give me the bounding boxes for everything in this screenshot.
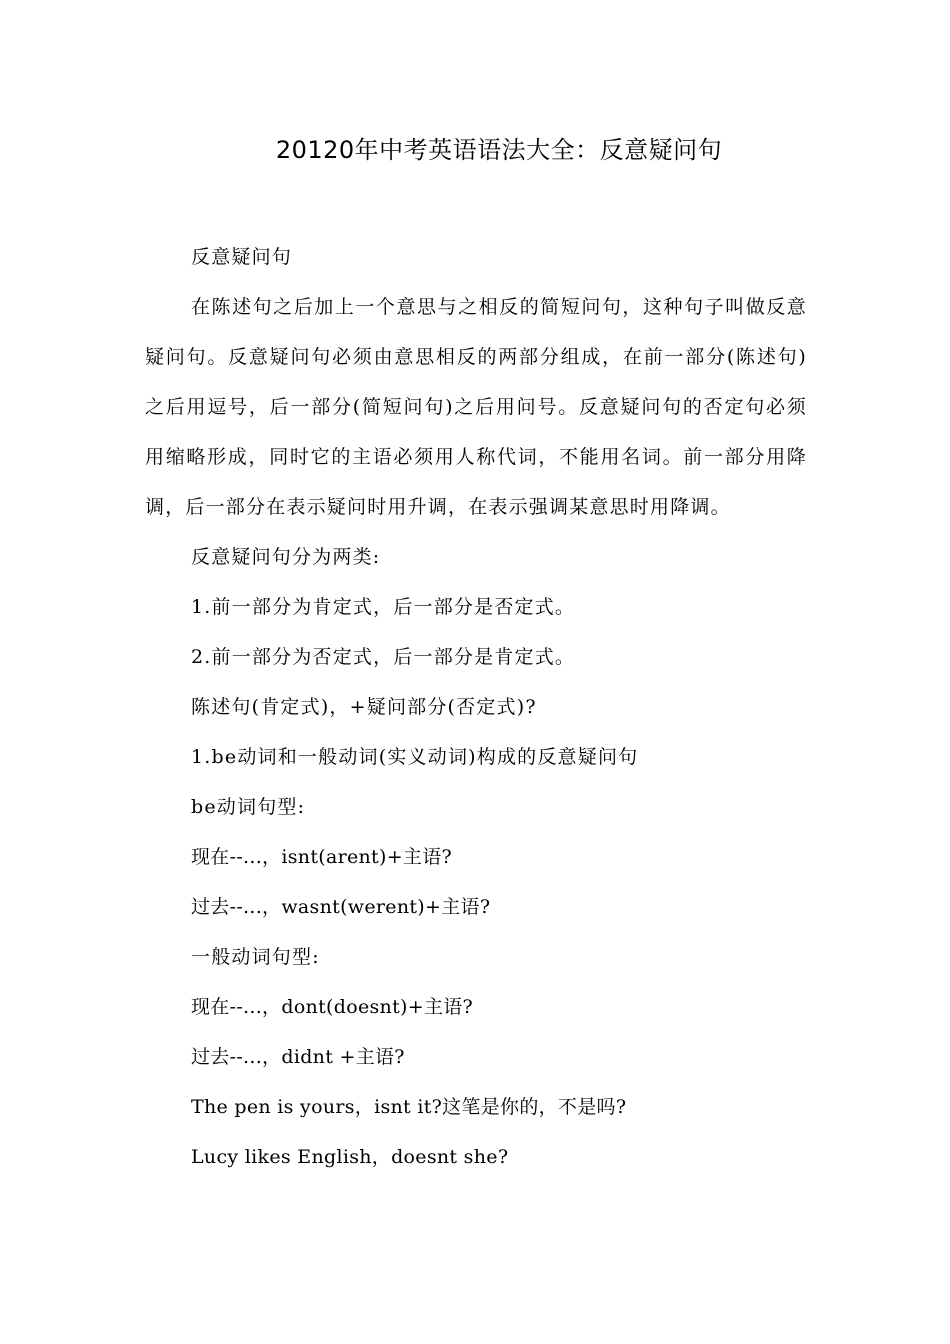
body-line: 1.前一部分为肯定式，后一部分是否定式。	[191, 596, 576, 618]
body-line: 陈述句(肯定式)，+疑问部分(否定式)?	[191, 696, 537, 718]
section-heading: 反意疑问句	[191, 246, 293, 268]
body-line: 现在--...，dont(doesnt)+主语?	[191, 996, 474, 1018]
document-title: 20120年中考英语语法大全：反意疑问句	[275, 136, 723, 164]
document-body	[145, 232, 807, 1182]
body-line: 过去--...，didnt +主语?	[191, 1046, 405, 1068]
body-line: be动词句型:	[191, 796, 306, 818]
body-line: 过去--...，wasnt(werent)+主语?	[191, 896, 491, 918]
body-line: 反意疑问句分为两类:	[191, 546, 381, 568]
example-sentence: The pen is yours，isnt it?这笔是你的，不是吗?	[191, 1096, 627, 1118]
body-line: 2.前一部分为否定式，后一部分是肯定式。	[191, 646, 576, 668]
body-line: 现在--...，isnt(arent)+主语?	[191, 846, 453, 868]
body-line: 一般动词句型:	[191, 946, 320, 968]
body-line: 1.be动词和一般动词(实义动词)构成的反意疑问句	[191, 746, 639, 768]
example-sentence: Lucy likes English，doesnt she?	[191, 1146, 509, 1168]
intro-paragraph: 在陈述句之后加上一个意思与之相反的简短问句，这种句子叫做反意疑问句。反意疑问句必须由意思相反的两部分组成，在前一部分(陈述句)之后用逗号，后一部分(简短问句)之后用问号。反意疑问句的否定句必须用缩略形成，同时它的主语必须用人称代词，不能用名词。前一部分用降调，后一部分在表示疑问时用升调，在表示强调某意思时用降调。	[145, 296, 807, 518]
